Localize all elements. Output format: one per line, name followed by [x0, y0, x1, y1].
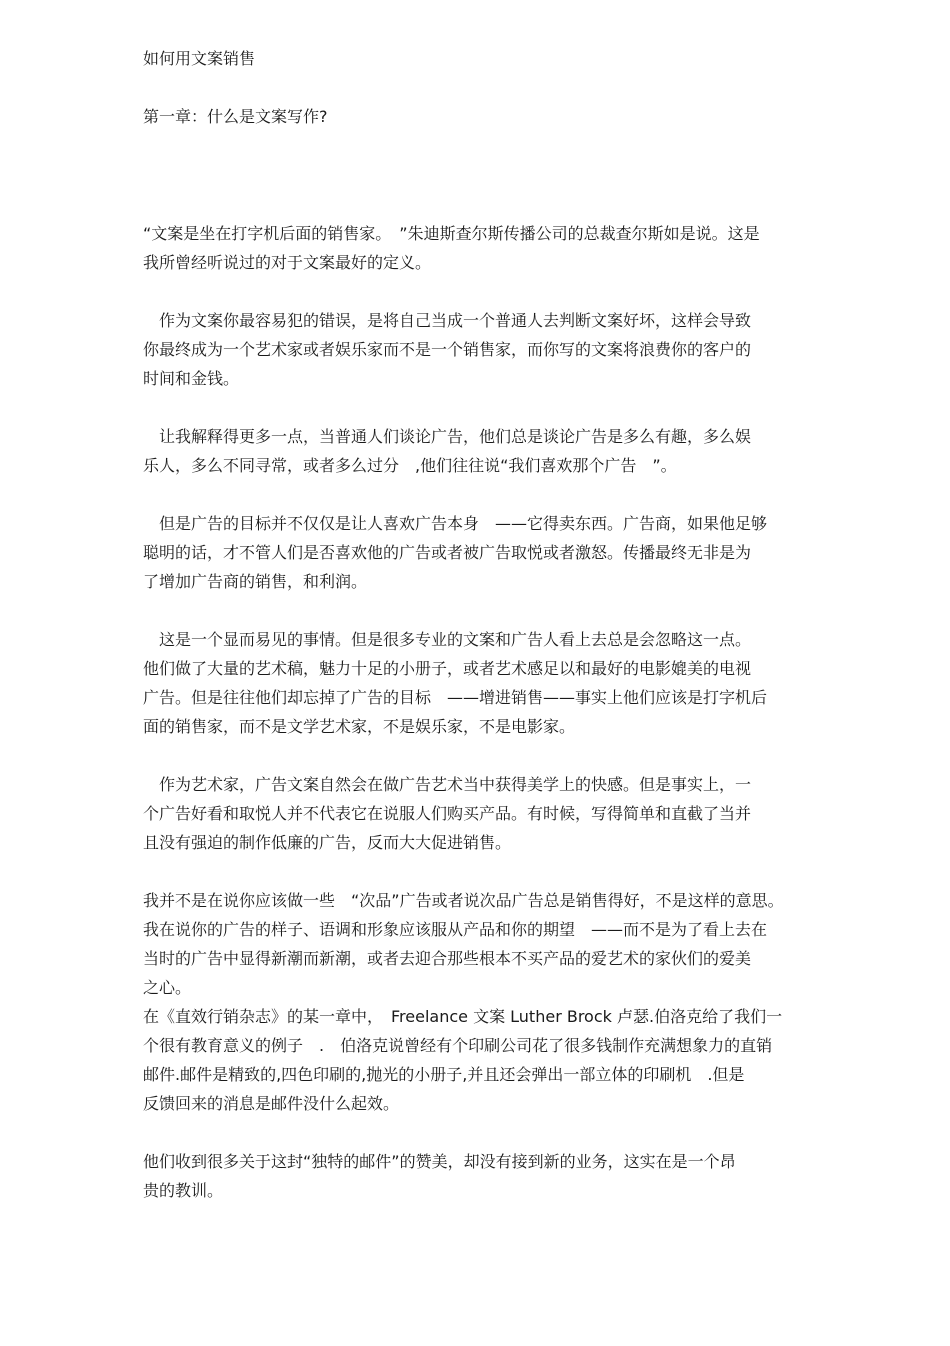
- text-line: 作为文案你最容易犯的错误，是将自己当成一个普通人去判断文案好坏，这样会导致: [143, 311, 752, 330]
- paragraph: [143, 770, 871, 857]
- document-title: 如何用文案销售: [143, 49, 256, 68]
- text-line: 在《直效行销杂志》的某一章中， Freelance 文案 Luther Brock 卢瑟.伯洛克给了我们一: [143, 1007, 783, 1026]
- text-line: 我在说你的广告的样子、语调和形象应该服从产品和你的期望 ——而不是为了看上去在: [143, 920, 768, 939]
- text-line: 面的销售家，而不是文学艺术家，不是娱乐家，不是电影家。: [143, 717, 576, 736]
- text-line: 反馈回来的消息是邮件没什么起效。: [143, 1094, 400, 1113]
- text-line: 聪明的话，才不管人们是否喜欢他的广告或者被广告取悦或者激怒。传播最终无非是为: [143, 543, 752, 562]
- paragraph: [143, 1147, 871, 1205]
- text-line: 这是一个显而易见的事情。但是很多专业的文案和广告人看上去总是会忽略这一点。: [143, 630, 752, 649]
- paragraph: [143, 886, 871, 1118]
- text-line: 当时的广告中显得新潮而新潮，或者去迎合那些根本不买产品的爱艺术的家伙们的爱美: [143, 949, 752, 968]
- text-line: 他们做了大量的艺术稿，魅力十足的小册子，或者艺术感足以和最好的电影媲美的电视: [143, 659, 752, 678]
- paragraph: [143, 219, 871, 277]
- text-line: 乐人，多么不同寻常，或者多么过分 ,他们往往说“我们喜欢那个广告 ”。: [143, 456, 677, 475]
- text-line: 我所曾经听说过的对于文案最好的定义。: [143, 253, 432, 272]
- text-line: 且没有强迫的制作低廉的广告，反而大大促进销售。: [143, 833, 512, 852]
- text-line: 但是广告的目标并不仅仅是让人喜欢广告本身 ——它得卖东西。广告商，如果他足够: [143, 514, 768, 533]
- paragraph: [143, 509, 871, 596]
- text-line: 了增加广告商的销售，和利润。: [143, 572, 368, 591]
- text-line: 我并不是在说你应该做一些 “次品”广告或者说次品广告总是销售得好，不是这样的意思。: [143, 891, 784, 910]
- text-line: 个广告好看和取悦人并不代表它在说服人们购买产品。有时候，写得简单和直截了当并: [143, 804, 752, 823]
- text-line: 广告。但是往往他们却忘掉了广告的目标 ——增进销售——事实上他们应该是打字机后: [143, 688, 768, 707]
- body-text: [143, 219, 871, 1205]
- paragraph-gap: [143, 741, 871, 770]
- paragraph: [143, 422, 871, 480]
- paragraph: [143, 306, 871, 393]
- text-line: 让我解释得更多一点，当普通人们谈论广告，他们总是谈论广告是多么有趣，多么娱: [143, 427, 752, 446]
- text-line: 你最终成为一个艺术家或者娱乐家而不是一个销售家，而你写的文案将浪费你的客户的: [143, 340, 752, 359]
- paragraph: [143, 625, 871, 741]
- text-line: 贵的教训。: [143, 1181, 224, 1200]
- text-line: 个很有教育意义的例子 . 伯洛克说曾经有个印刷公司花了很多钱制作充满想象力的直销: [143, 1036, 773, 1055]
- paragraph-gap: [143, 480, 871, 509]
- text-line: 邮件.邮件是精致的,四色印刷的,抛光的小册子,并且还会弹出一部立体的印刷机 .但是: [143, 1065, 745, 1084]
- text-line: “文案是坐在打字机后面的销售家。 ”朱迪斯查尔斯传播公司的总裁查尔斯如是说。这是: [143, 224, 760, 243]
- text-line: 作为艺术家，广告文案自然会在做广告艺术当中获得美学上的快感。但是事实上，一: [143, 775, 752, 794]
- text-line: 时间和金钱。: [143, 369, 240, 388]
- paragraph-gap: [143, 596, 871, 625]
- paragraph-gap: [143, 857, 871, 886]
- text-line: 之心。: [143, 978, 192, 997]
- chapter-title: 第一章：什么是文案写作?: [143, 107, 328, 126]
- paragraph-gap: [143, 277, 871, 306]
- text-line: 他们收到很多关于这封“独特的邮件”的赞美，却没有接到新的业务，这实在是一个昂: [143, 1152, 736, 1171]
- paragraph-gap: [143, 1118, 871, 1147]
- paragraph-gap: [143, 393, 871, 422]
